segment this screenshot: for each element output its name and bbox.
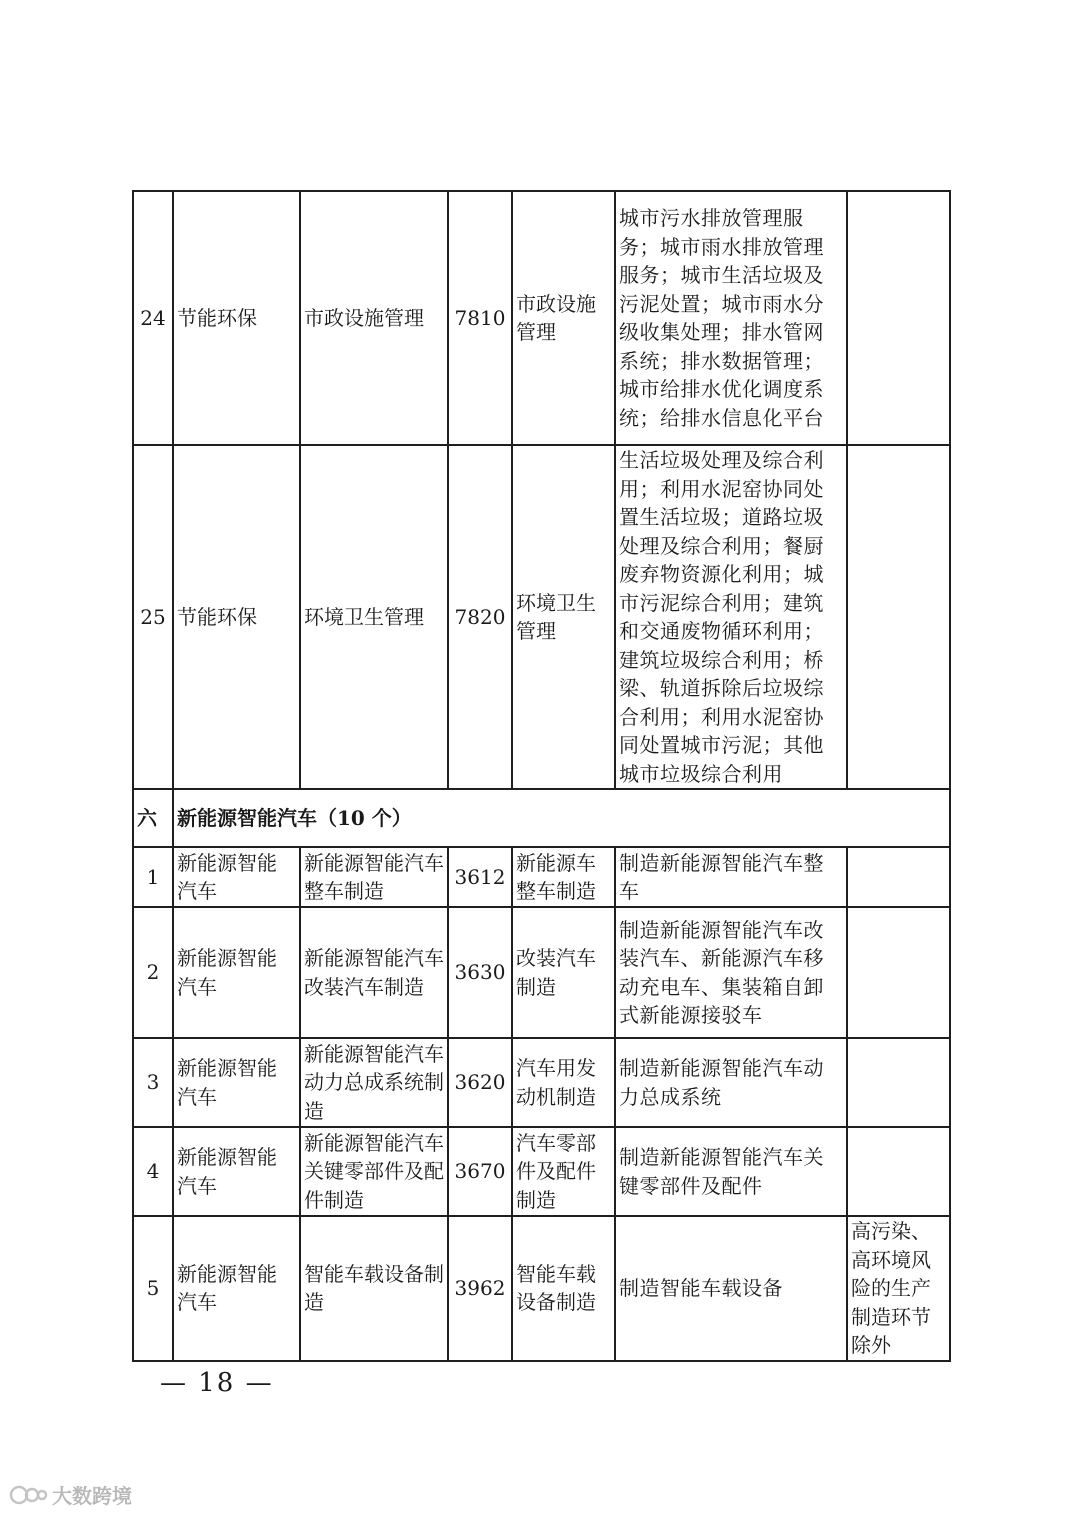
category-cell: 新能源智能汽车动力总成系统制造 [300, 1038, 448, 1127]
code-cell: 7820 [448, 445, 512, 789]
table-row [133, 1216, 950, 1361]
watermark-text: 大数跨境 [52, 1484, 132, 1508]
code-name-cell: 智能车载设备制造 [512, 1216, 615, 1361]
industry-cell: 新能源智能汽车 [173, 847, 300, 907]
industry-cell: 新能源智能汽车 [173, 907, 300, 1038]
row-number: 1 [133, 847, 173, 907]
description-cell: 制造新能源智能汽车动力总成系统 [615, 1038, 847, 1127]
code-cell: 3612 [448, 847, 512, 907]
code-name-cell: 汽车用发动机制造 [512, 1038, 615, 1127]
row-number: 5 [133, 1216, 173, 1361]
section-header-row [133, 789, 950, 847]
row-number: 24 [133, 191, 173, 445]
note-cell [847, 1127, 950, 1216]
industry-cell: 节能环保 [173, 191, 300, 445]
description-cell: 制造新能源智能汽车整车 [615, 847, 847, 907]
description-cell: 制造新能源智能汽车改装汽车、新能源汽车移动充电车、集装箱自卸式新能源接驳车 [615, 907, 847, 1038]
category-cell: 智能车载设备制造 [300, 1216, 448, 1361]
description-cell: 生活垃圾处理及综合利用；利用水泥窑协同处置生活垃圾；道路垃圾处理及综合利用；餐厨废弃物资源化利用；城市污泥综合利用；建筑和交通废物循环利用；建筑垃圾综合利用；桥梁、轨道拆除后垃圾综合利用；利用水泥窑协同处置城市污泥；其他城市垃圾综合利用 [615, 445, 847, 789]
table-row [133, 191, 950, 445]
code-name-cell: 新能源车整车制造 [512, 847, 615, 907]
note-cell [847, 445, 950, 789]
section-title: 新能源智能汽车（10 个） [173, 789, 950, 847]
category-cell: 新能源智能汽车关键零部件及配件制造 [300, 1127, 448, 1216]
code-cell: 7810 [448, 191, 512, 445]
category-cell: 新能源智能汽车改装汽车制造 [300, 907, 448, 1038]
row-number: 3 [133, 1038, 173, 1127]
industry-cell: 新能源智能汽车 [173, 1038, 300, 1127]
code-cell: 3630 [448, 907, 512, 1038]
table-row [133, 445, 950, 789]
page-number: — 18 — [160, 1368, 274, 1398]
code-name-cell: 汽车零部件及配件制造 [512, 1127, 615, 1216]
description-cell: 制造智能车载设备 [615, 1216, 847, 1361]
category-cell: 环境卫生管理 [300, 445, 448, 789]
note-cell [847, 907, 950, 1038]
category-cell: 市政设施管理 [300, 191, 448, 445]
category-cell: 新能源智能汽车整车制造 [300, 847, 448, 907]
note-cell [847, 1038, 950, 1127]
table-row [133, 907, 950, 1038]
description-cell: 制造新能源智能汽车关键零部件及配件 [615, 1127, 847, 1216]
table-row [133, 847, 950, 907]
note-cell [847, 191, 950, 445]
row-number: 25 [133, 445, 173, 789]
note-cell [847, 847, 950, 907]
code-name-cell: 改装汽车制造 [512, 907, 615, 1038]
code-name-cell: 市政设施管理 [512, 191, 615, 445]
note-cell: 高污染、高环境风险的生产制造环节除外 [847, 1216, 950, 1361]
code-cell: 3670 [448, 1127, 512, 1216]
section-number: 六 [133, 789, 173, 847]
table-row [133, 1038, 950, 1127]
code-name-cell: 环境卫生管理 [512, 445, 615, 789]
industry-table [132, 190, 951, 1362]
industry-cell: 新能源智能汽车 [173, 1127, 300, 1216]
logo-icon [8, 1482, 48, 1508]
watermark [8, 1480, 132, 1509]
industry-cell: 新能源智能汽车 [173, 1216, 300, 1361]
table-row [133, 1127, 950, 1216]
description-cell: 城市污水排放管理服务；城市雨水排放管理服务；城市生活垃圾及污泥处置；城市雨水分级收集处理；排水管网系统；排水数据管理；城市给排水优化调度系统；给排水信息化平台 [615, 191, 847, 445]
row-number: 2 [133, 907, 173, 1038]
row-number: 4 [133, 1127, 173, 1216]
industry-cell: 节能环保 [173, 445, 300, 789]
code-cell: 3962 [448, 1216, 512, 1361]
code-cell: 3620 [448, 1038, 512, 1127]
